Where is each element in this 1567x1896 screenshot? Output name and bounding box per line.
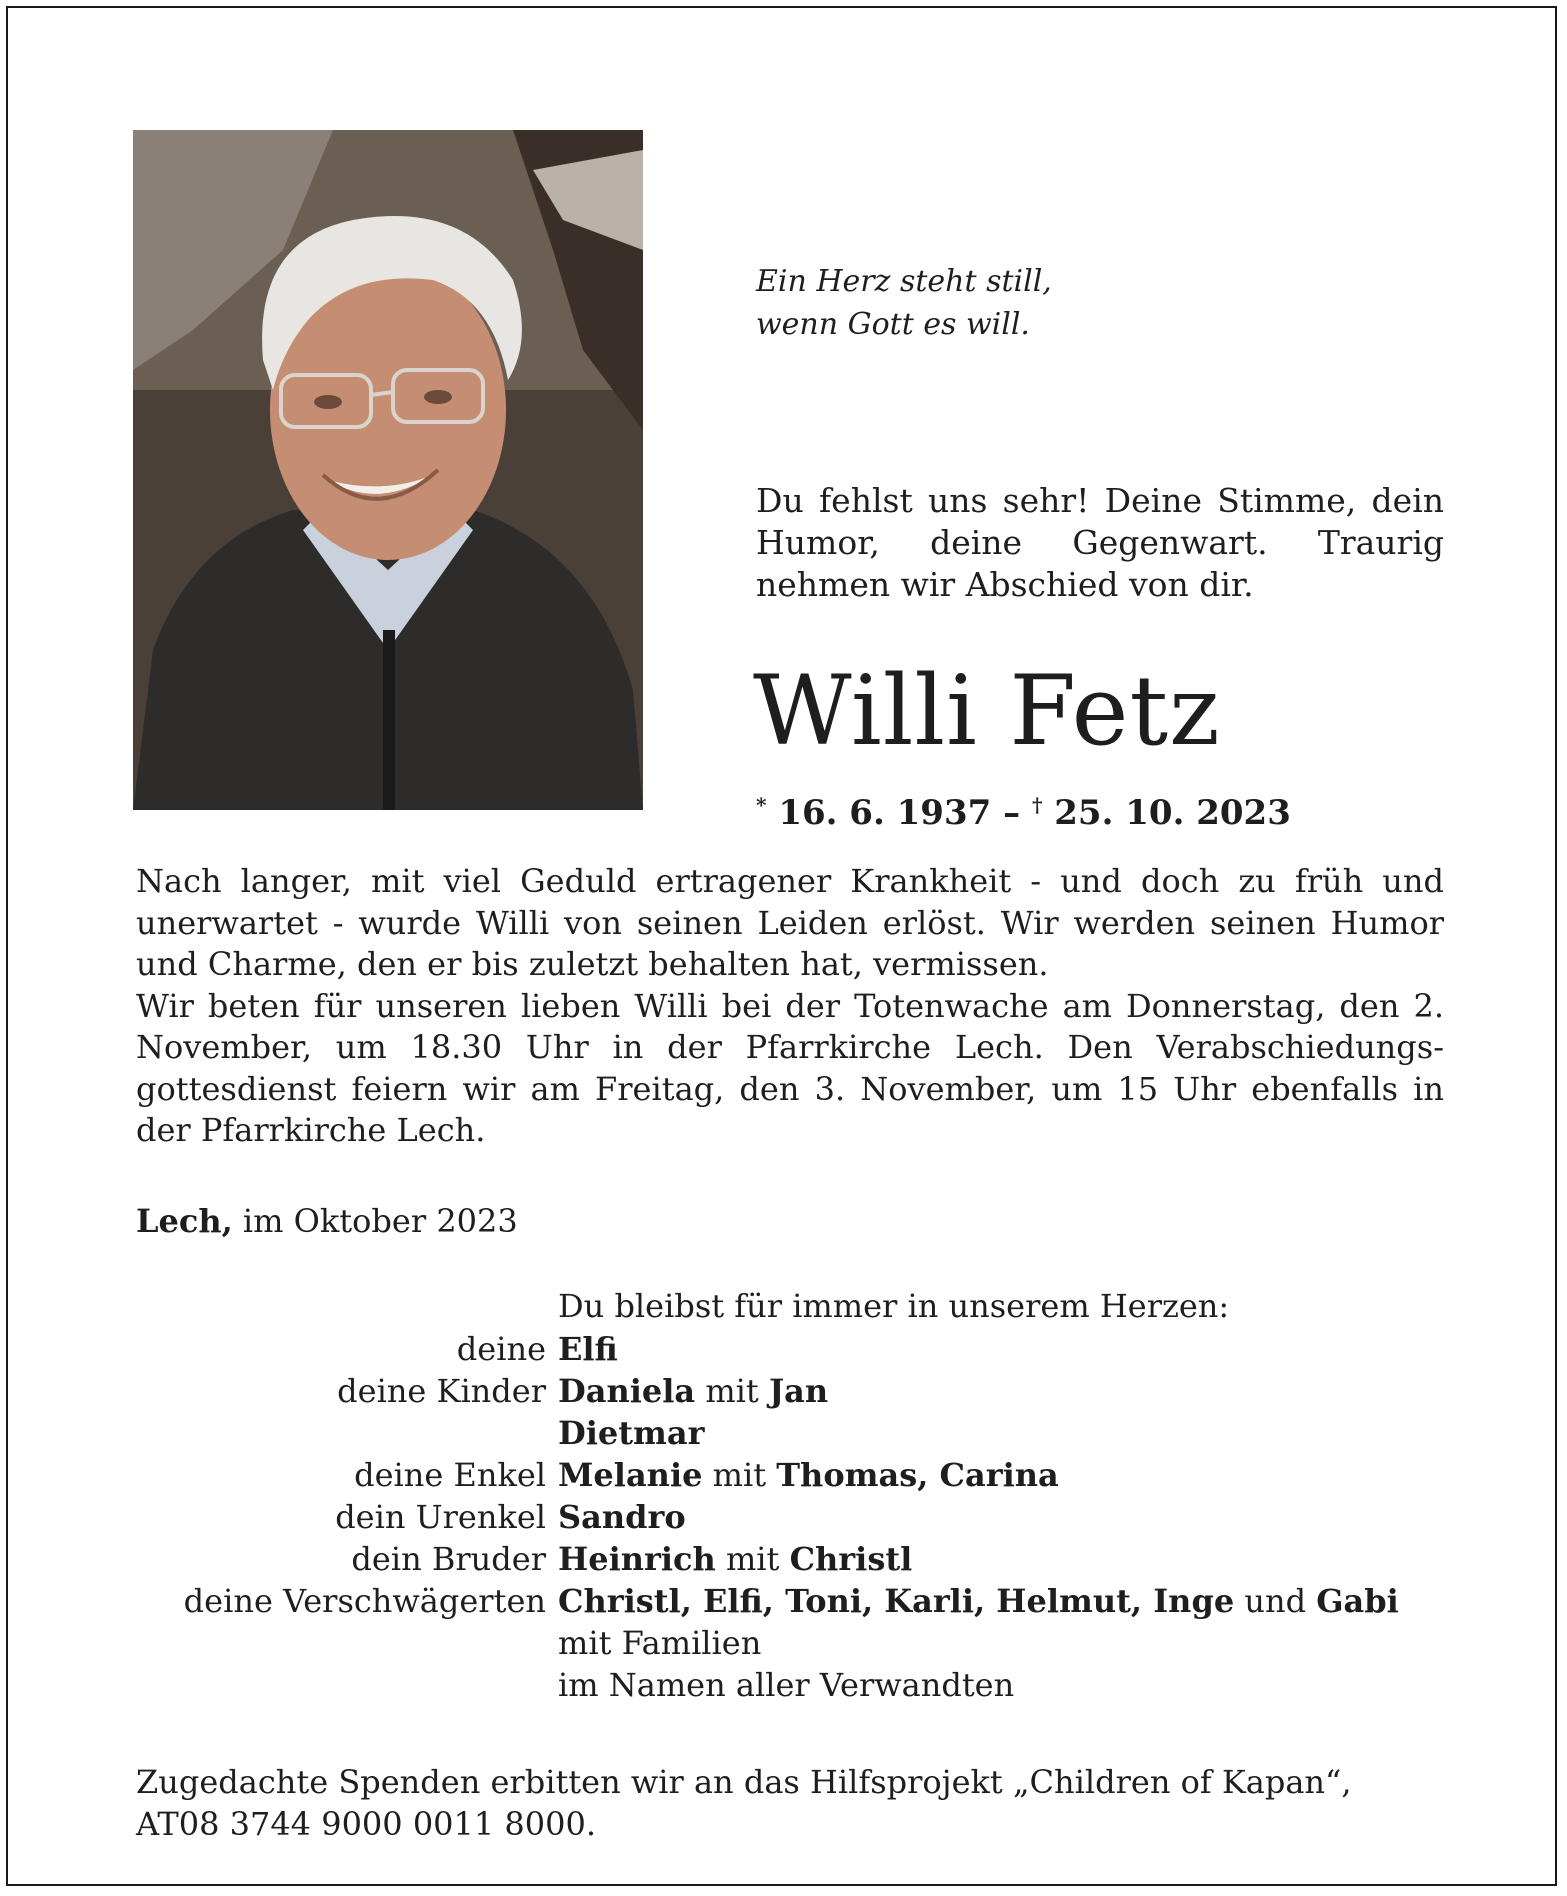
family-role: deine Kinder (337, 1372, 546, 1410)
place-city: Lech, (136, 1202, 233, 1240)
intro-text: Du fehlst uns sehr! Deine Stimme, dein Humor, deine Gegenwart. Traurig nehmen wir Abschied von dir. (756, 481, 1444, 604)
life-dates (756, 783, 1456, 835)
donation-note (136, 1761, 1444, 1845)
donation-iban: AT08 3744 9000 0011 8000. (136, 1805, 597, 1843)
family-row (136, 1496, 1456, 1538)
birth-symbol: * (756, 793, 767, 817)
family-names (558, 1538, 1456, 1580)
family-role: deine (456, 1330, 546, 1368)
motto-line-2: wenn Gott es will. (756, 307, 1030, 342)
family-name: Daniela (558, 1372, 696, 1410)
family-note: mit Familien (558, 1624, 762, 1662)
place-date: im Oktober 2023 (242, 1202, 518, 1240)
family-connector: mit (705, 1372, 759, 1410)
family-role: dein Urenkel (335, 1498, 546, 1536)
obituary-frame (6, 6, 1557, 1886)
family-role: deine Enkel (354, 1456, 546, 1494)
family-list (136, 1328, 1456, 1706)
family-name: Christl, Elfi, Toni, Karli, Helmut, Inge (558, 1582, 1235, 1620)
family-name: Elfi (558, 1330, 618, 1368)
family-role-empty (136, 1664, 558, 1706)
family-name: Christl (789, 1540, 913, 1578)
portrait-illustration (133, 130, 643, 810)
family-role: deine Verschwägerten (183, 1582, 546, 1620)
place-and-date (136, 1200, 836, 1242)
family-heading: Du bleibst für immer in unserem Herzen: (558, 1287, 1230, 1325)
family-name: Heinrich (558, 1540, 716, 1578)
family-name: Dietmar (558, 1414, 705, 1452)
motto-quote (756, 260, 1456, 346)
family-row (136, 1664, 1456, 1706)
motto-line-1: Ein Herz steht still, (756, 264, 1052, 299)
death-symbol: † (1031, 793, 1043, 817)
family-name: Thomas, Carina (776, 1456, 1059, 1494)
family-row (136, 1412, 1456, 1454)
family-name: Jan (768, 1372, 829, 1410)
body-paragraph-1: Nach langer, mit viel Geduld ertragener Krankheit - und doch zu früh und unerwartet - wurde Willi von seinen Leiden erlöst. Wir werden seinen Humor und Charme, den er bis zuletzt behalten hat, vermissen. (136, 862, 1444, 983)
family-row (136, 1328, 1456, 1370)
family-names (558, 1580, 1456, 1622)
family-name: Sandro (558, 1498, 686, 1536)
family-name: Melanie (558, 1456, 703, 1494)
family-row (136, 1370, 1456, 1412)
family-row (136, 1622, 1456, 1664)
family-role-empty (136, 1622, 558, 1664)
date-separator: – (1003, 793, 1021, 833)
family-connector: mit (712, 1456, 767, 1494)
family-names (558, 1454, 1456, 1496)
family-note: im Namen aller Verwandten (558, 1666, 1015, 1704)
deceased-name: Willi Fetz (753, 655, 1221, 767)
death-date: 25. 10. 2023 (1054, 793, 1291, 833)
donation-line-1: Zugedachte Spenden erbitten wir an das Hilfsprojekt „Children of Kapan“, (136, 1763, 1352, 1801)
body-paragraph-2: Wir beten für unseren lieben Willi bei der Totenwache am Donnerstag, den 2. November, um 18.30 Uhr in der Pfarrkirche Lech. Den Verabschiedungs-gottesdienst feiern wir am Freitag, den 3. November, um 15 Uhr ebenfalls in der Pfarrkirche Lech. (136, 986, 1444, 1149)
family-names (558, 1496, 1456, 1538)
family-row (136, 1580, 1456, 1622)
family-names (558, 1328, 1456, 1370)
family-connector: mit (725, 1540, 780, 1578)
family-name: Gabi (1316, 1582, 1399, 1620)
family-names (558, 1370, 1456, 1412)
birth-date: 16. 6. 1937 (778, 793, 992, 833)
family-names (558, 1412, 1456, 1454)
family-role-empty (136, 1412, 558, 1454)
family-row (136, 1538, 1456, 1580)
obituary-body (136, 861, 1444, 1152)
family-role: dein Bruder (351, 1540, 546, 1578)
portrait-photo (133, 130, 643, 810)
family-row (136, 1454, 1456, 1496)
family-connector: und (1244, 1582, 1307, 1620)
